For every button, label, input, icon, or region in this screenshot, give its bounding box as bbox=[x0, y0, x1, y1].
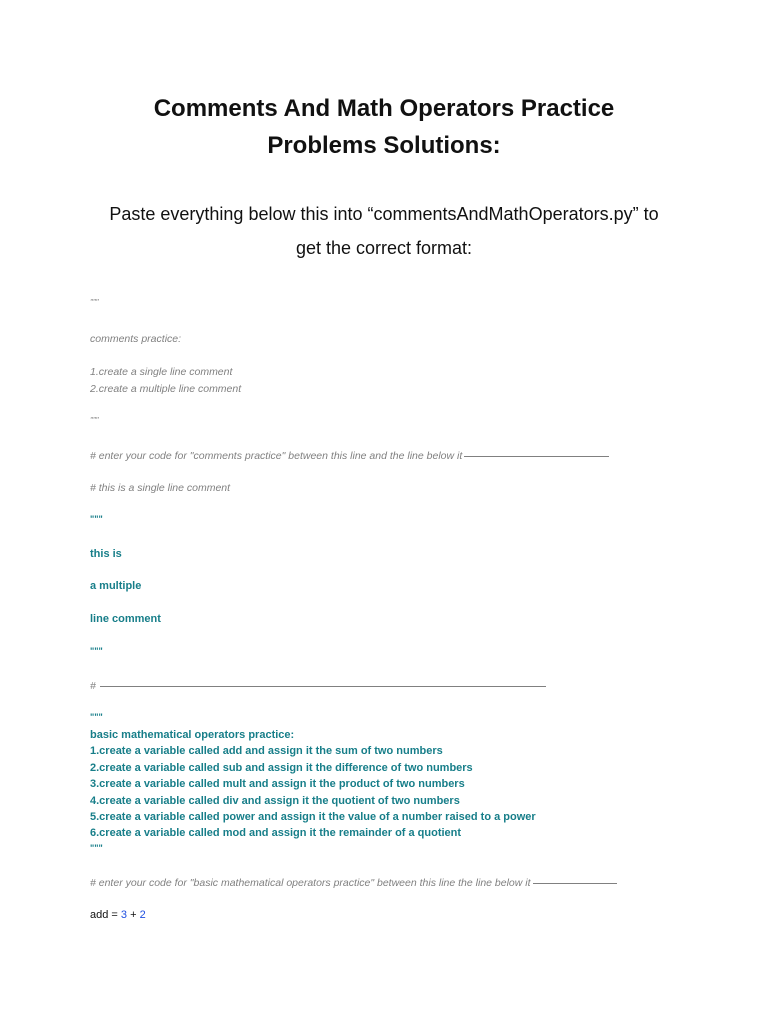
add-operand-b: 2 bbox=[139, 909, 146, 921]
marker-rule bbox=[464, 456, 609, 457]
operators-heading: basic mathematical operators practice: bbox=[90, 729, 295, 741]
page-title-line-1: Comments And Math Operators Practice bbox=[153, 95, 615, 122]
comments-heading: comments practice: bbox=[90, 333, 182, 345]
add-operand-a: 3 bbox=[120, 909, 128, 921]
comments-marker-text: # enter your code for "comments practice" between this line and the line below it bbox=[90, 450, 463, 462]
single-line-comment: # this is a single line comment bbox=[90, 482, 231, 494]
operators-task-5: 5.create a variable called power and assign it the value of a number raised to a power bbox=[90, 811, 536, 823]
operators-docstring-open: """ bbox=[90, 712, 103, 722]
operators-task-4: 4.create a variable called div and assign it the quotient of two numbers bbox=[90, 795, 460, 807]
separator-hash: # bbox=[90, 680, 96, 692]
multi-comment-open: """ bbox=[90, 514, 103, 524]
instruction-line-2: get the correct format: bbox=[295, 238, 473, 258]
multi-comment-line-2: a multiple bbox=[90, 580, 142, 592]
docstring-close: """ bbox=[90, 416, 99, 425]
docstring-open: """ bbox=[90, 298, 99, 307]
operators-marker-line bbox=[90, 876, 617, 890]
add-statement bbox=[90, 908, 146, 922]
operators-task-2: 2.create a variable called sub and assign it the difference of two numbers bbox=[90, 762, 473, 774]
operators-marker-rule bbox=[533, 883, 617, 884]
operators-task-1: 1.create a variable called add and assign it the sum of two numbers bbox=[90, 745, 443, 757]
page-title-line-2: Problems Solutions: bbox=[267, 132, 501, 159]
multi-comment-line-1: this is bbox=[90, 548, 122, 560]
instruction-line-1: Paste everything below this into “commentsAndMathOperators.py” to bbox=[109, 204, 659, 224]
operators-docstring-close: """ bbox=[90, 843, 103, 853]
add-operator: + bbox=[127, 909, 140, 921]
comments-task-2: 2.create a multiple line comment bbox=[90, 383, 242, 395]
add-lhs: add = bbox=[90, 909, 121, 921]
multi-comment-close: """ bbox=[90, 646, 103, 656]
comments-marker-line bbox=[90, 449, 609, 463]
multi-comment-line-3: line comment bbox=[90, 613, 161, 625]
operators-task-3: 3.create a variable called mult and assign it the product of two numbers bbox=[90, 778, 465, 790]
comments-task-1: 1.create a single line comment bbox=[90, 366, 233, 378]
separator-line bbox=[90, 679, 546, 693]
separator-rule bbox=[100, 686, 546, 687]
operators-task-6: 6.create a variable called mod and assign it the remainder of a quotient bbox=[90, 827, 462, 839]
operators-marker-text: # enter your code for "basic mathematical operators practice" between this line the line below it bbox=[90, 877, 531, 889]
